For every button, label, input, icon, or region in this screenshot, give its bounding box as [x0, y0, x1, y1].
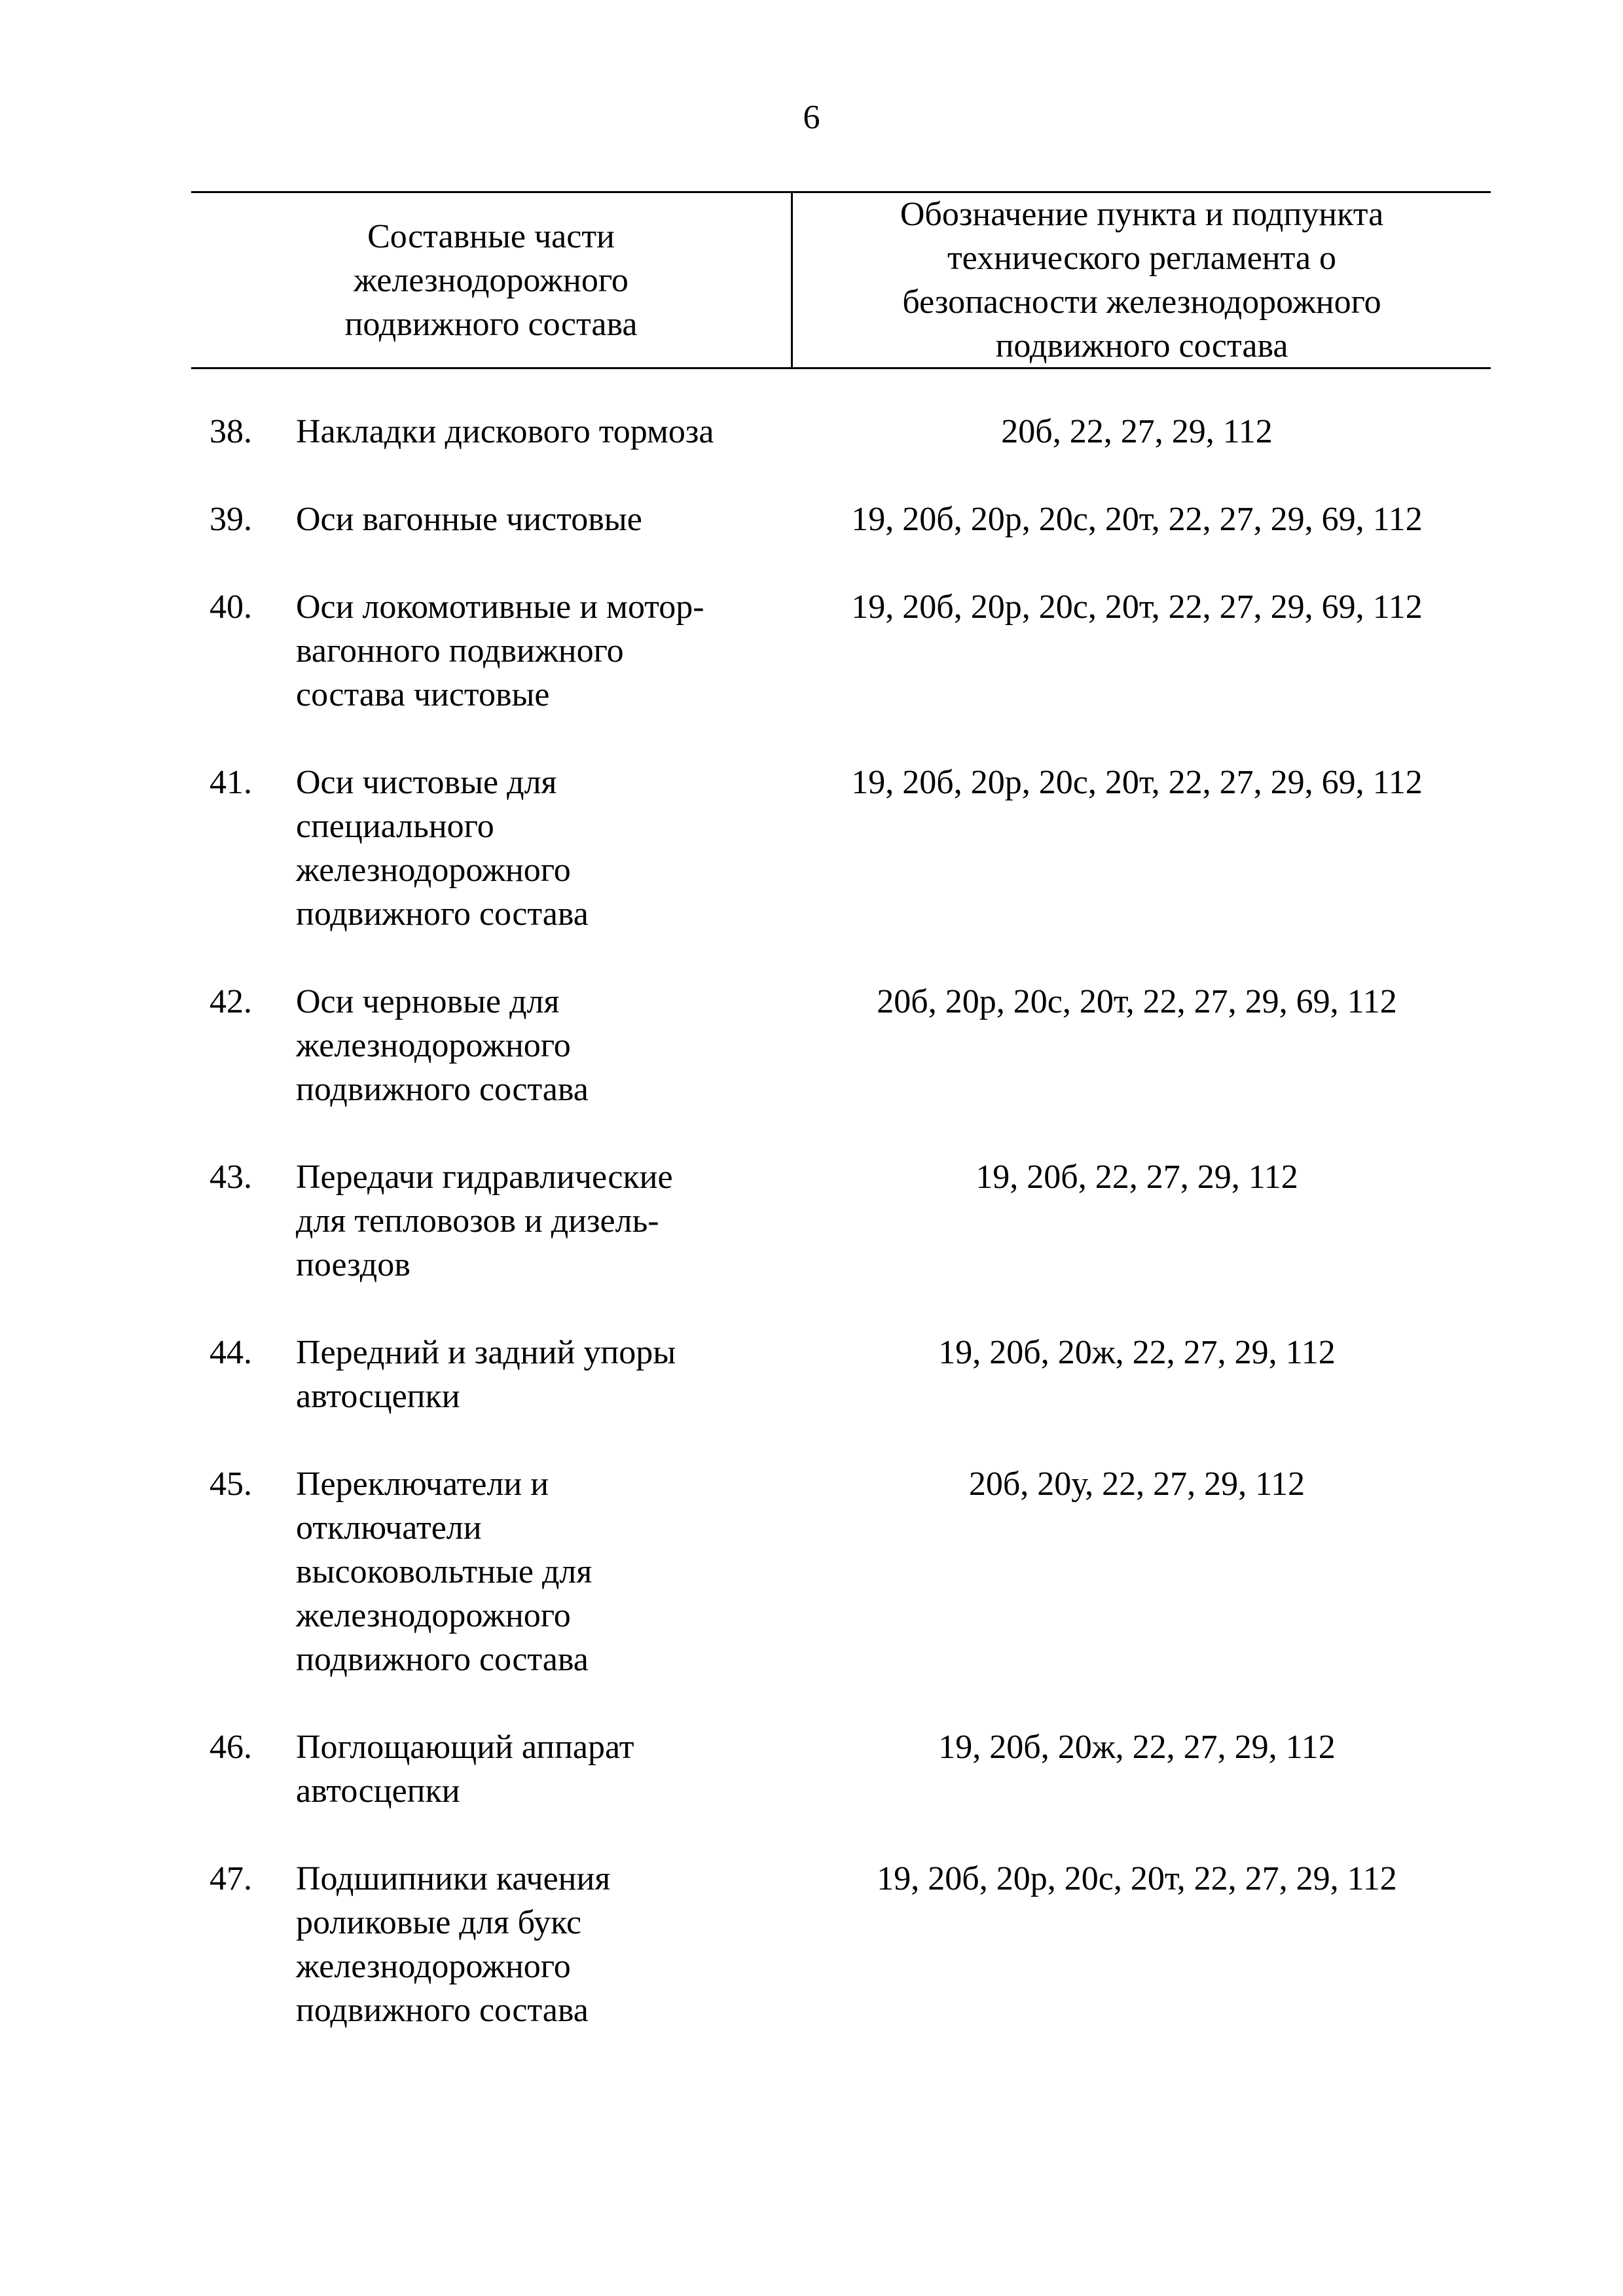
row-component-name: Переключатели и отключатели высоковольтные для железнодорожного подвижного состава	[296, 1465, 593, 1678]
row-regulation-refs: 20б, 20у, 22, 27, 29, 112	[968, 1465, 1305, 1503]
table-row	[191, 1331, 1491, 1418]
row-component-name: Передачи гидравлические для тепловозов и дизель- поездов	[296, 1158, 673, 1283]
row-component-name: Подшипники качения роликовые для букс железнодорожного подвижного состава	[296, 1860, 611, 2029]
row-component-name: Оси вагонные чистовые	[296, 501, 642, 538]
table-row	[191, 410, 1491, 454]
row-regulation-refs: 19, 20б, 20р, 20с, 20т, 22, 27, 29, 69, 112	[851, 764, 1423, 801]
row-regulation-refs: 19, 20б, 20р, 20с, 20т, 22, 27, 29, 69, 112	[851, 501, 1423, 538]
row-component-name: Накладки дискового тормоза	[296, 413, 714, 450]
table-row	[191, 1857, 1491, 2032]
table-row	[191, 980, 1491, 1111]
row-regulation-refs: 20б, 22, 27, 29, 112	[1001, 413, 1273, 450]
page-number: 6	[803, 99, 820, 136]
row-regulation-refs: 19, 20б, 20ж, 22, 27, 29, 112	[938, 1729, 1336, 1766]
row-number: 38.	[210, 413, 252, 450]
row-number: 46.	[210, 1729, 252, 1766]
row-number: 42.	[210, 983, 252, 1020]
row-component-name: Поглощающий аппарат автосцепки	[296, 1729, 634, 1810]
table-row	[191, 585, 1491, 717]
row-component-name: Оси черновые для железнодорожного подвижного состава	[296, 983, 589, 1108]
table-row	[191, 1462, 1491, 1681]
table-body	[191, 369, 1491, 2032]
row-regulation-refs: 19, 20б, 20р, 20с, 20т, 22, 27, 29, 112	[877, 1860, 1397, 1897]
row-number: 44.	[210, 1334, 252, 1371]
table-row	[191, 761, 1491, 936]
row-number: 45.	[210, 1465, 252, 1503]
table-row	[191, 497, 1491, 541]
row-number: 47.	[210, 1860, 252, 1897]
components-table	[191, 191, 1491, 2076]
row-number: 41.	[210, 764, 252, 801]
row-component-name: Оси чистовые для специального железнодорожного подвижного состава	[296, 764, 589, 933]
row-number: 43.	[210, 1158, 252, 1196]
header-regulation-column: Обозначение пункта и подпункта технического регламента о безопасности железнодорожного подвижного состава	[900, 196, 1384, 365]
row-regulation-refs: 19, 20б, 20ж, 22, 27, 29, 112	[938, 1334, 1336, 1371]
table-row	[191, 1155, 1491, 1287]
row-component-name: Оси локомотивные и мотор- вагонного подвижного состава чистовые	[296, 588, 704, 713]
row-number: 40.	[210, 588, 252, 626]
table-header	[191, 191, 1491, 369]
row-component-name: Передний и задний упоры автосцепки	[296, 1334, 676, 1415]
header-components-column: Составные части железнодорожного подвижного состава	[344, 217, 638, 343]
row-regulation-refs: 19, 20б, 22, 27, 29, 112	[976, 1158, 1298, 1196]
row-regulation-refs: 20б, 20р, 20с, 20т, 22, 27, 29, 69, 112	[877, 983, 1397, 1020]
row-regulation-refs: 19, 20б, 20р, 20с, 20т, 22, 27, 29, 69, 112	[851, 588, 1423, 626]
table-row	[191, 1725, 1491, 1813]
row-number: 39.	[210, 501, 252, 538]
